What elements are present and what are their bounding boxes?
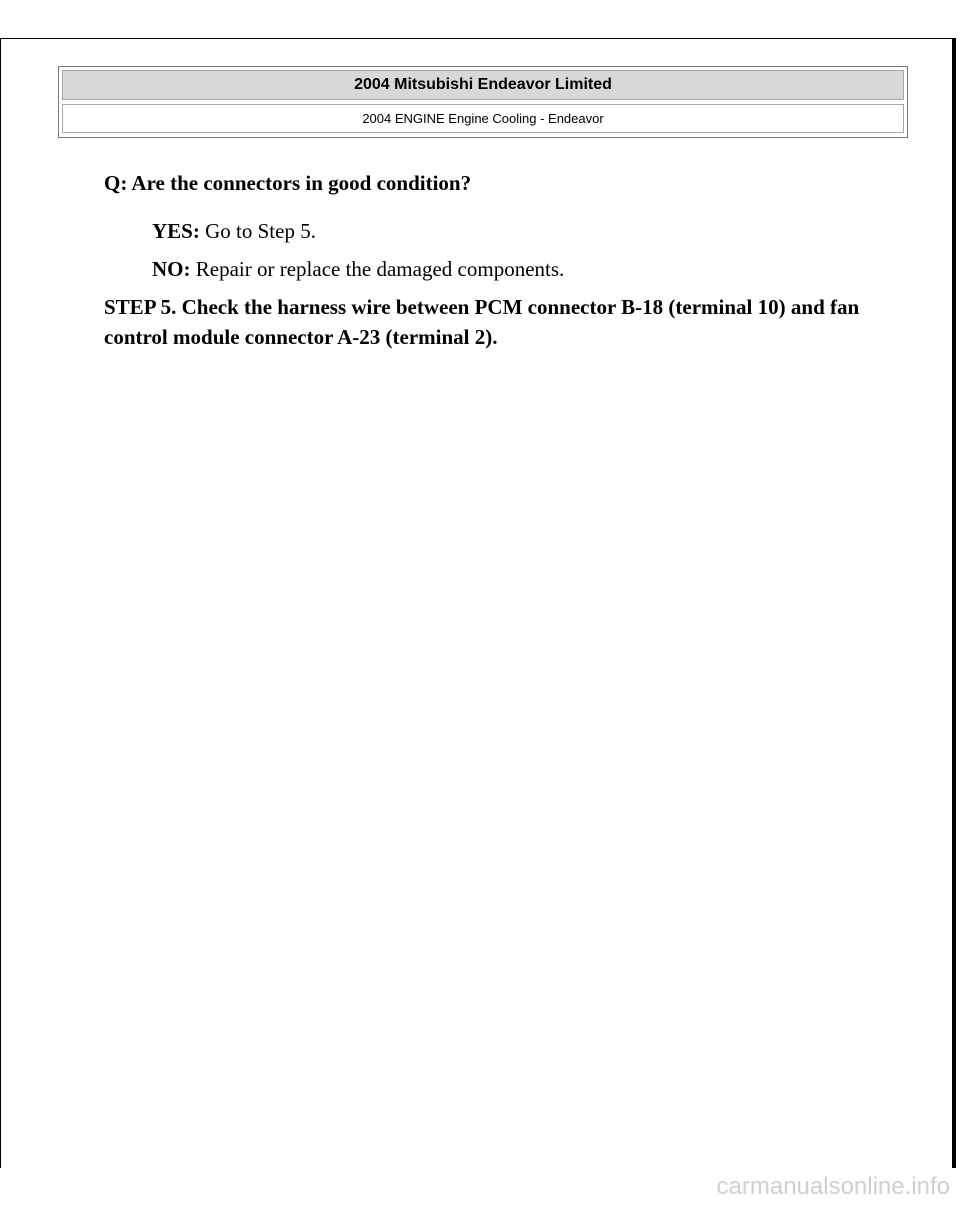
answer-yes-label: YES: <box>152 219 200 243</box>
answer-yes-text: Go to Step 5. <box>199 219 316 243</box>
answer-no-text: Repair or replace the damaged components. <box>190 257 565 281</box>
answer-yes <box>152 216 904 246</box>
step-heading: STEP 5. Check the harness wire between PCM connector B-18 (terminal 10) and fan control module connector A-23 (terminal 2). <box>104 295 860 349</box>
header-title: 2004 Mitsubishi Endeavor Limited <box>62 70 904 100</box>
watermark: carmanualsonline.info <box>716 1173 950 1200</box>
question-text: Q: Are the connectors in good condition? <box>104 171 472 195</box>
answer-no <box>152 254 904 284</box>
document-header <box>58 66 908 138</box>
answer-no-label: NO: <box>152 257 191 281</box>
header-subtitle: 2004 ENGINE Engine Cooling - Endeavor <box>62 104 904 133</box>
document-body <box>104 168 904 352</box>
